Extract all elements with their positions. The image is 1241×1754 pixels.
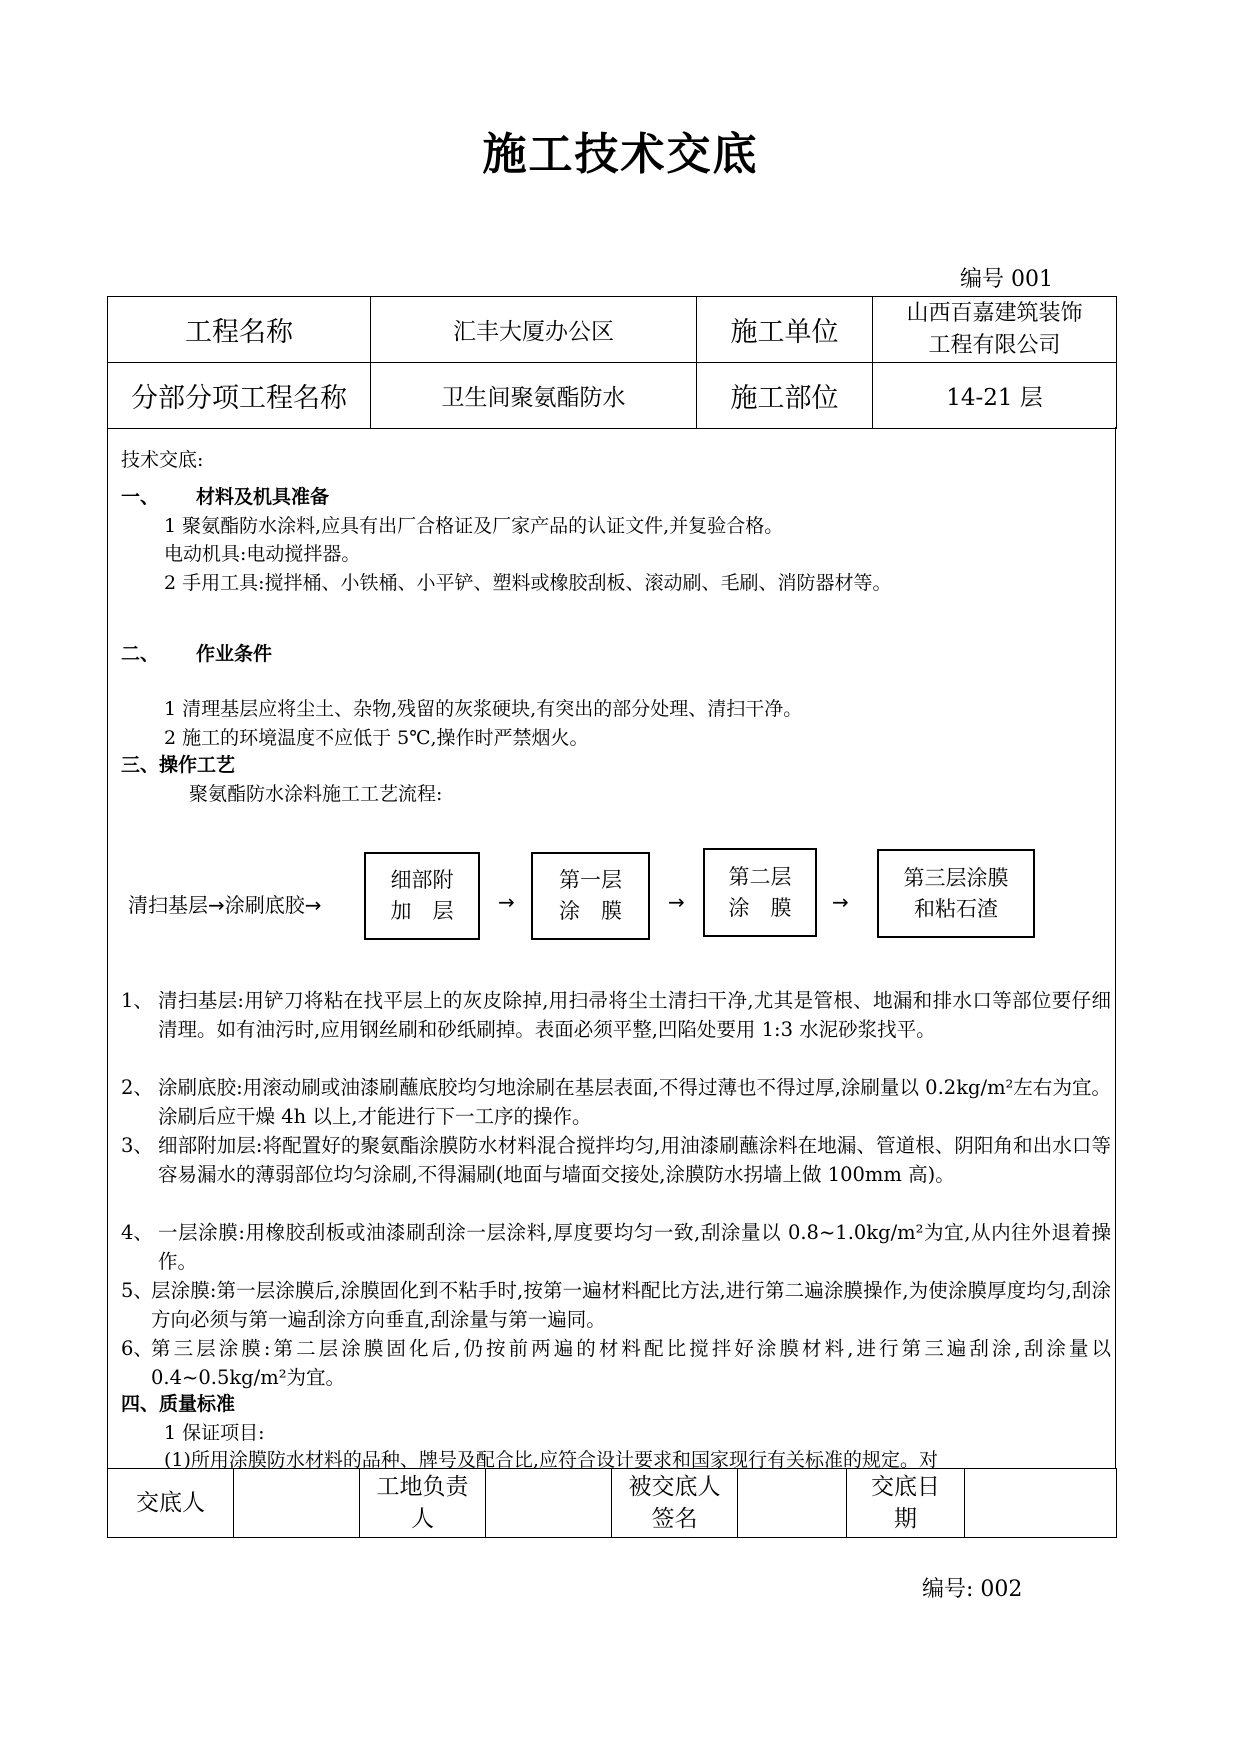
flow-step-first-coat-line2: 涂 膜 [559, 899, 622, 923]
step-5-number: 5、 [121, 1279, 153, 1302]
sub-project-value: 卫生间聚氨酯防水 [371, 363, 697, 429]
contractor-value-line1: 山西百嘉建筑装饰 [906, 300, 1083, 326]
site-manager-label [360, 1469, 486, 1538]
step-2 [121, 1073, 1111, 1131]
project-name-value: 汇丰大厦办公区 [371, 297, 697, 363]
step-3 [121, 1131, 1111, 1189]
step-1-number: 1、 [121, 989, 153, 1012]
step-3-text: 细部附加层:将配置好的聚氨酯涂膜防水材料混合搅拌均匀,用油漆刷蘸涂料在地漏、管道根、阴阳角和出水口等容易漏水的薄弱部位均匀涂刷,不得漏刷(地面与墙面交接处,涂膜防水拐墙上做 100mm 高)。 [158, 1134, 1111, 1186]
site-manager-label-line2: 人 [411, 1506, 434, 1532]
date-label-line1: 交底日 [871, 1474, 940, 1500]
signature-table [107, 1468, 1117, 1538]
section1-number: 一、 [121, 486, 160, 508]
flow-step-third-coat-line1: 第三层涂膜 [903, 865, 1009, 890]
deliverer-label: 交底人 [108, 1469, 234, 1538]
site-manager-label-line1: 工地负责 [376, 1474, 469, 1500]
site-manager-signature-field [486, 1469, 612, 1538]
s1-line3: 2 手用工具:搅拌桶、小铁桶、小平铲、塑料或橡胶刮板、滚动刷、毛刷、消防器材等。 [164, 572, 892, 594]
receiver-label-line2: 签名 [651, 1506, 698, 1532]
flow-arrow-2: → [668, 890, 685, 914]
section3-title: 三、操作工艺 [121, 754, 236, 776]
location-label: 施工部位 [697, 363, 873, 429]
step-5-text: 层涂膜:第一层涂膜后,涂膜固化到不粘手时,按第一遍材料配比方法,进行第二遍涂膜操作,为使涂膜厚度均匀,刮涂方向必须与第一遍刮涂方向垂直,刮涂量与第一遍同。 [151, 1279, 1111, 1331]
date-label-line2: 期 [894, 1506, 917, 1532]
flow-arrow-1: → [498, 890, 515, 914]
flow-step-third-coat-line2: 和粘石渣 [914, 896, 998, 921]
step-1 [121, 986, 1111, 1044]
section1-title: 材料及机具准备 [196, 486, 330, 508]
contractor-label: 施工单位 [697, 297, 873, 363]
s2-line2: 2 施工的环境温度不应低于 5℃,操作时严禁烟火。 [164, 727, 589, 749]
flow-start-text: 清扫基层→涂刷底胶→ [128, 893, 322, 917]
flow-step-first-coat [531, 852, 650, 940]
step-4-number: 4、 [121, 1221, 153, 1244]
flow-step-second-coat [703, 848, 817, 937]
intro-text: 技术交底: [121, 449, 204, 471]
step-4 [121, 1218, 1111, 1276]
step-2-text: 涂刷底胶:用滚动刷或油漆刷蘸底胶均匀地涂刷在基层表面,不得过薄也不得过厚,涂刷量以 0.2kg/m²左右为宜。涂刷后应干燥 4h 以上,才能进行下一工序的操作。 [158, 1076, 1111, 1128]
flow-arrow-3: → [832, 890, 849, 914]
date-field [965, 1469, 1117, 1538]
flow-step-first-coat-line1: 第一层 [559, 868, 622, 892]
contractor-value [873, 297, 1117, 363]
step-6-text: 第三层涂膜:第二层涂膜固化后,仍按前两遍的材料配比搅拌好涂膜材料,进行第三遍刮涂,刮涂量以 0.4~0.5kg/m²为宜。 [151, 1337, 1111, 1389]
location-value: 14-21 层 [873, 363, 1117, 429]
date-label [847, 1469, 965, 1538]
document-number-2: 编号: 002 [922, 1577, 1023, 1602]
flow-step-second-coat-line2: 涂 膜 [728, 895, 792, 920]
s3-intro: 聚氨酯防水涂料施工工艺流程: [189, 783, 443, 805]
s4-line1: 1 保证项目: [164, 1422, 265, 1444]
step-3-number: 3、 [121, 1134, 153, 1157]
sub-project-label: 分部分项工程名称 [108, 363, 371, 429]
project-name-label: 工程名称 [108, 297, 371, 363]
contractor-value-line2: 工程有限公司 [928, 332, 1061, 358]
receiver-label [612, 1469, 738, 1538]
flow-step-third-coat [877, 849, 1035, 938]
flow-step-detail-layer [364, 852, 480, 940]
flow-step-detail-layer-line2: 加 层 [390, 899, 454, 923]
step-2-number: 2、 [121, 1076, 153, 1099]
step-6-number: 6、 [121, 1337, 153, 1360]
step-6 [121, 1334, 1111, 1392]
s2-line1: 1 清理基层应将尘土、杂物,残留的灰浆硬块,有突出的部分处理、清扫干净。 [164, 698, 803, 720]
step-1-text: 清扫基层:用铲刀将粘在找平层上的灰皮除掉,用扫帚将尘土清扫干净,尤其是管根、地漏和排水口等部位要仔细清理。如有油污时,应用钢丝刷和砂纸刷掉。表面必须平整,凹陷处要用 1:3 水泥砂浆找平。 [158, 989, 1111, 1041]
s1-line1: 1 聚氨酯防水涂料,应具有出厂合格证及厂家产品的认证文件,并复验合格。 [164, 515, 784, 537]
step-5 [121, 1276, 1111, 1334]
section2-title: 作业条件 [196, 643, 273, 665]
flow-step-detail-layer-line1: 细部附 [390, 868, 454, 892]
document-number: 编号 001 [960, 267, 1053, 292]
document-title: 施工技术交底 [482, 129, 759, 180]
receiver-label-line1: 被交底人 [628, 1474, 721, 1500]
section2-number: 二、 [121, 643, 160, 665]
s1-line2: 电动机具:电动搅拌器。 [164, 543, 361, 565]
deliverer-signature-field [234, 1469, 360, 1538]
s4-line2: (1)所用涂膜防水材料的品种、牌号及配合比,应符合设计要求和国家现行有关标准的规定。对 [164, 1449, 938, 1471]
step-4-text: 一层涂膜:用橡胶刮板或油漆刷刮涂一层涂料,厚度要均匀一致,刮涂量以 0.8~1.0kg/m²为宜,从内往外退着操作。 [158, 1221, 1111, 1273]
flow-step-second-coat-line1: 第二层 [728, 864, 792, 889]
receiver-signature-field [738, 1469, 847, 1538]
section4-title: 四、质量标准 [121, 1393, 236, 1415]
header-table [107, 296, 1117, 429]
